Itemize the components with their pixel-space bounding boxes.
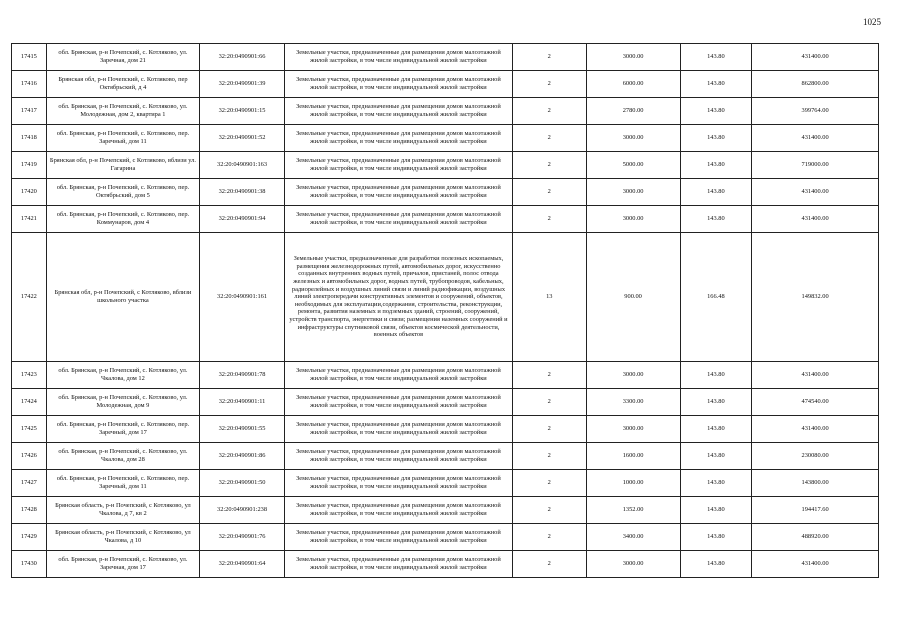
category-code: 2 — [512, 551, 586, 578]
record-number: 17426 — [12, 443, 47, 470]
cadastral-number: 32:20:0490901:86 — [200, 443, 285, 470]
cadastral-number: 32:20:0490901:66 — [200, 44, 285, 71]
record-number: 17417 — [12, 98, 47, 125]
cadastral-value: 431400.00 — [752, 362, 879, 389]
cadastral-number: 32:20:0490901:94 — [200, 206, 285, 233]
land-purpose: Земельные участки, предназначенные для размещения домов малоэтажной жилой застройки, в том числе индивидуальной жилой застройки — [284, 98, 512, 125]
unit-rate: 143.80 — [680, 152, 752, 179]
area-value: 1352.00 — [586, 497, 680, 524]
cadastral-number: 32:20:0490901:52 — [200, 125, 285, 152]
category-code: 2 — [512, 389, 586, 416]
address-cell: обл. Брянская, р-н Почепский, с. Котляково, ул. Чкалова, дом 28 — [46, 443, 199, 470]
unit-rate: 143.80 — [680, 44, 752, 71]
cadastral-value: 431400.00 — [752, 206, 879, 233]
land-purpose: Земельные участки, предназначенные для размещения домов малоэтажной жилой застройки, в том числе индивидуальной жилой застройки — [284, 362, 512, 389]
category-code: 2 — [512, 125, 586, 152]
land-purpose: Земельные участки, предназначенные для размещения домов малоэтажной жилой застройки, в том числе индивидуальной жилой застройки — [284, 443, 512, 470]
unit-rate: 166.48 — [680, 233, 752, 362]
unit-rate: 143.80 — [680, 206, 752, 233]
cadastral-number: 32:20:0490901:39 — [200, 71, 285, 98]
page-number: 1025 — [863, 17, 881, 27]
land-purpose: Земельные участки, предназначенные для размещения домов малоэтажной жилой застройки, в том числе индивидуальной жилой застройки — [284, 389, 512, 416]
area-value: 900.00 — [586, 233, 680, 362]
cadastral-value: 143800.00 — [752, 470, 879, 497]
area-value: 1000.00 — [586, 470, 680, 497]
table-row — [12, 98, 879, 125]
address-cell: обл. Брянская, р-н Почепский, с. Котляково, ул. Чкалова, дом 12 — [46, 362, 199, 389]
unit-rate: 143.80 — [680, 551, 752, 578]
address-cell: обл. Брянская, р-н Почепский, с. Котляково, пер. Коммунаров, дом 4 — [46, 206, 199, 233]
category-code: 2 — [512, 443, 586, 470]
address-cell: обл. Брянская, р-н Почепский, с. Котляково, ул. Заречная, дом 21 — [46, 44, 199, 71]
table-row — [12, 152, 879, 179]
land-purpose: Земельные участки, предназначенные для размещения домов малоэтажной жилой застройки, в том числе индивидуальной жилой застройки — [284, 125, 512, 152]
category-code: 2 — [512, 98, 586, 125]
record-number: 17429 — [12, 524, 47, 551]
land-purpose: Земельные участки, предназначенные для размещения домов малоэтажной жилой застройки, в том числе индивидуальной жилой застройки — [284, 152, 512, 179]
cadastral-value: 149832.00 — [752, 233, 879, 362]
record-number: 17418 — [12, 125, 47, 152]
category-code: 2 — [512, 152, 586, 179]
record-number: 17422 — [12, 233, 47, 362]
area-value: 3000.00 — [586, 179, 680, 206]
table-row — [12, 362, 879, 389]
area-value: 3300.00 — [586, 389, 680, 416]
cadastral-value: 431400.00 — [752, 416, 879, 443]
cadastral-value: 194417.60 — [752, 497, 879, 524]
cadastral-number: 32:20:0490901:238 — [200, 497, 285, 524]
area-value: 1600.00 — [586, 443, 680, 470]
address-cell: Брянская область, р-н Почепский, с Котляково, ул Чкалова, д 7, кв 2 — [46, 497, 199, 524]
area-value: 2780.00 — [586, 98, 680, 125]
unit-rate: 143.80 — [680, 497, 752, 524]
unit-rate: 143.80 — [680, 362, 752, 389]
cadastral-value: 230080.00 — [752, 443, 879, 470]
table-row — [12, 416, 879, 443]
category-code: 2 — [512, 206, 586, 233]
cadastral-number: 32:20:0490901:161 — [200, 233, 285, 362]
table-row — [12, 125, 879, 152]
table-row — [12, 443, 879, 470]
unit-rate: 143.80 — [680, 470, 752, 497]
area-value: 3000.00 — [586, 44, 680, 71]
category-code: 2 — [512, 497, 586, 524]
record-number: 17430 — [12, 551, 47, 578]
unit-rate: 143.80 — [680, 524, 752, 551]
address-cell: обл. Брянская, р-н Почепский, с. Котляково, пер. Октябрьский, дом 5 — [46, 179, 199, 206]
table-row — [12, 44, 879, 71]
area-value: 3000.00 — [586, 206, 680, 233]
cadastral-number: 32:20:0490901:78 — [200, 362, 285, 389]
land-purpose: Земельные участки, предназначенные для размещения домов малоэтажной жилой застройки, в том числе индивидуальной жилой застройки — [284, 179, 512, 206]
table-row — [12, 497, 879, 524]
table-row — [12, 524, 879, 551]
record-number: 17420 — [12, 179, 47, 206]
cadastral-number: 32:20:0490901:163 — [200, 152, 285, 179]
cadastral-value: 862800.00 — [752, 71, 879, 98]
address-cell: Брянская обл, р-н Почепский, с. Котляково, пер Октябрьский, д 4 — [46, 71, 199, 98]
table-row — [12, 179, 879, 206]
cadastral-number: 32:20:0490901:38 — [200, 179, 285, 206]
cadastral-number: 32:20:0490901:15 — [200, 98, 285, 125]
record-number: 17424 — [12, 389, 47, 416]
record-number: 17425 — [12, 416, 47, 443]
address-cell: Брянская обл, р-н Почепский, с Котляково, вблизи школьного участка — [46, 233, 199, 362]
land-purpose: Земельные участки, предназначенные для размещения домов малоэтажной жилой застройки, в том числе индивидуальной жилой застройки — [284, 71, 512, 98]
cadastral-value: 719000.00 — [752, 152, 879, 179]
area-value: 3000.00 — [586, 416, 680, 443]
address-cell: обл. Брянская, р-н Почепский, с. Котляково, ул. Молодежная, дом 9 — [46, 389, 199, 416]
cadastral-value: 488920.00 — [752, 524, 879, 551]
land-purpose: Земельные участки, предназначенные для размещения домов малоэтажной жилой застройки, в том числе индивидуальной жилой застройки — [284, 206, 512, 233]
cadastral-value: 474540.00 — [752, 389, 879, 416]
cadastral-value: 431400.00 — [752, 125, 879, 152]
area-value: 5000.00 — [586, 152, 680, 179]
land-purpose: Земельные участки, предназначенные для разработки полезных ископаемых, размещения железнодорожных путей, автомобильных дорог, искусственно созданных внутренних водных путей, причалов, пристаней, полос отвода железных и автомобильных дорог, водных путей, трубопроводов, кабельных, радиорелейных и воздушных линий связи и линий радиофикации, воздушных линий электропередачи конструктивных элементов и сооружений, объектов, необходимых для эксплуатации,содержания, строительства, реконструкции, ремонта, развития наземных и подземных зданий, строений, сооружений, устройств транспорта, энергетики и связи; размещения наземных сооружений и инфраструктуры спутниковой связи, объектов космической деятельности, военных объектов — [284, 233, 512, 362]
cadastral-number: 32:20:0490901:55 — [200, 416, 285, 443]
record-number: 17416 — [12, 71, 47, 98]
table-row — [12, 551, 879, 578]
area-value: 6000.00 — [586, 71, 680, 98]
cadastral-number: 32:20:0490901:64 — [200, 551, 285, 578]
unit-rate: 143.80 — [680, 389, 752, 416]
category-code: 2 — [512, 416, 586, 443]
table-row — [12, 389, 879, 416]
unit-rate: 143.80 — [680, 179, 752, 206]
land-purpose: Земельные участки, предназначенные для размещения домов малоэтажной жилой застройки, в том числе индивидуальной жилой застройки — [284, 497, 512, 524]
category-code: 2 — [512, 71, 586, 98]
category-code: 2 — [512, 44, 586, 71]
area-value: 3000.00 — [586, 125, 680, 152]
category-code: 2 — [512, 470, 586, 497]
category-code: 2 — [512, 362, 586, 389]
cadastral-value: 431400.00 — [752, 551, 879, 578]
record-number: 17427 — [12, 470, 47, 497]
record-number: 17423 — [12, 362, 47, 389]
address-cell: обл. Брянская, р-н Почепский, с. Котляково, ул. Заречная, дом 17 — [46, 551, 199, 578]
cadastral-value: 399764.00 — [752, 98, 879, 125]
address-cell: Брянская обл, р-н Почепский, с Котляково, вблизи ул. Гагарина — [46, 152, 199, 179]
land-purpose: Земельные участки, предназначенные для размещения домов малоэтажной жилой застройки, в том числе индивидуальной жилой застройки — [284, 551, 512, 578]
table-row — [12, 233, 879, 362]
cadastral-number: 32:20:0490901:11 — [200, 389, 285, 416]
land-purpose: Земельные участки, предназначенные для размещения домов малоэтажной жилой застройки, в том числе индивидуальной жилой застройки — [284, 524, 512, 551]
cadastral-number: 32:20:0490901:50 — [200, 470, 285, 497]
address-cell: обл. Брянская, р-н Почепский, с. Котляково, ул. Молодежная, дом 2, квартира 1 — [46, 98, 199, 125]
category-code: 13 — [512, 233, 586, 362]
record-number: 17421 — [12, 206, 47, 233]
table-row — [12, 71, 879, 98]
record-number: 17415 — [12, 44, 47, 71]
record-number: 17419 — [12, 152, 47, 179]
unit-rate: 143.80 — [680, 98, 752, 125]
cadastral-value: 431400.00 — [752, 44, 879, 71]
unit-rate: 143.80 — [680, 416, 752, 443]
cadastral-value: 431400.00 — [752, 179, 879, 206]
area-value: 3000.00 — [586, 362, 680, 389]
land-registry-table — [11, 43, 879, 578]
record-number: 17428 — [12, 497, 47, 524]
unit-rate: 143.80 — [680, 71, 752, 98]
table-row — [12, 470, 879, 497]
area-value: 3000.00 — [586, 551, 680, 578]
address-cell: Брянская область, р-н Почепский, с Котляково, ул Чкалова, д 10 — [46, 524, 199, 551]
land-purpose: Земельные участки, предназначенные для размещения домов малоэтажной жилой застройки, в том числе индивидуальной жилой застройки — [284, 416, 512, 443]
category-code: 2 — [512, 179, 586, 206]
table-row — [12, 206, 879, 233]
category-code: 2 — [512, 524, 586, 551]
land-purpose: Земельные участки, предназначенные для размещения домов малоэтажной жилой застройки, в том числе индивидуальной жилой застройки — [284, 470, 512, 497]
address-cell: обл. Брянская, р-н Почепский, с. Котляково, пер. Заречный, дом 11 — [46, 470, 199, 497]
unit-rate: 143.80 — [680, 125, 752, 152]
cadastral-number: 32:20:0490901:76 — [200, 524, 285, 551]
area-value: 3400.00 — [586, 524, 680, 551]
land-purpose: Земельные участки, предназначенные для размещения домов малоэтажной жилой застройки, в том числе индивидуальной жилой застройки — [284, 44, 512, 71]
address-cell: обл. Брянская, р-н Почепский, с. Котляково, пер. Заречный, дом 11 — [46, 125, 199, 152]
unit-rate: 143.80 — [680, 443, 752, 470]
address-cell: обл. Брянская, р-н Почепский, с. Котляково, пер. Заречный, дом 17 — [46, 416, 199, 443]
